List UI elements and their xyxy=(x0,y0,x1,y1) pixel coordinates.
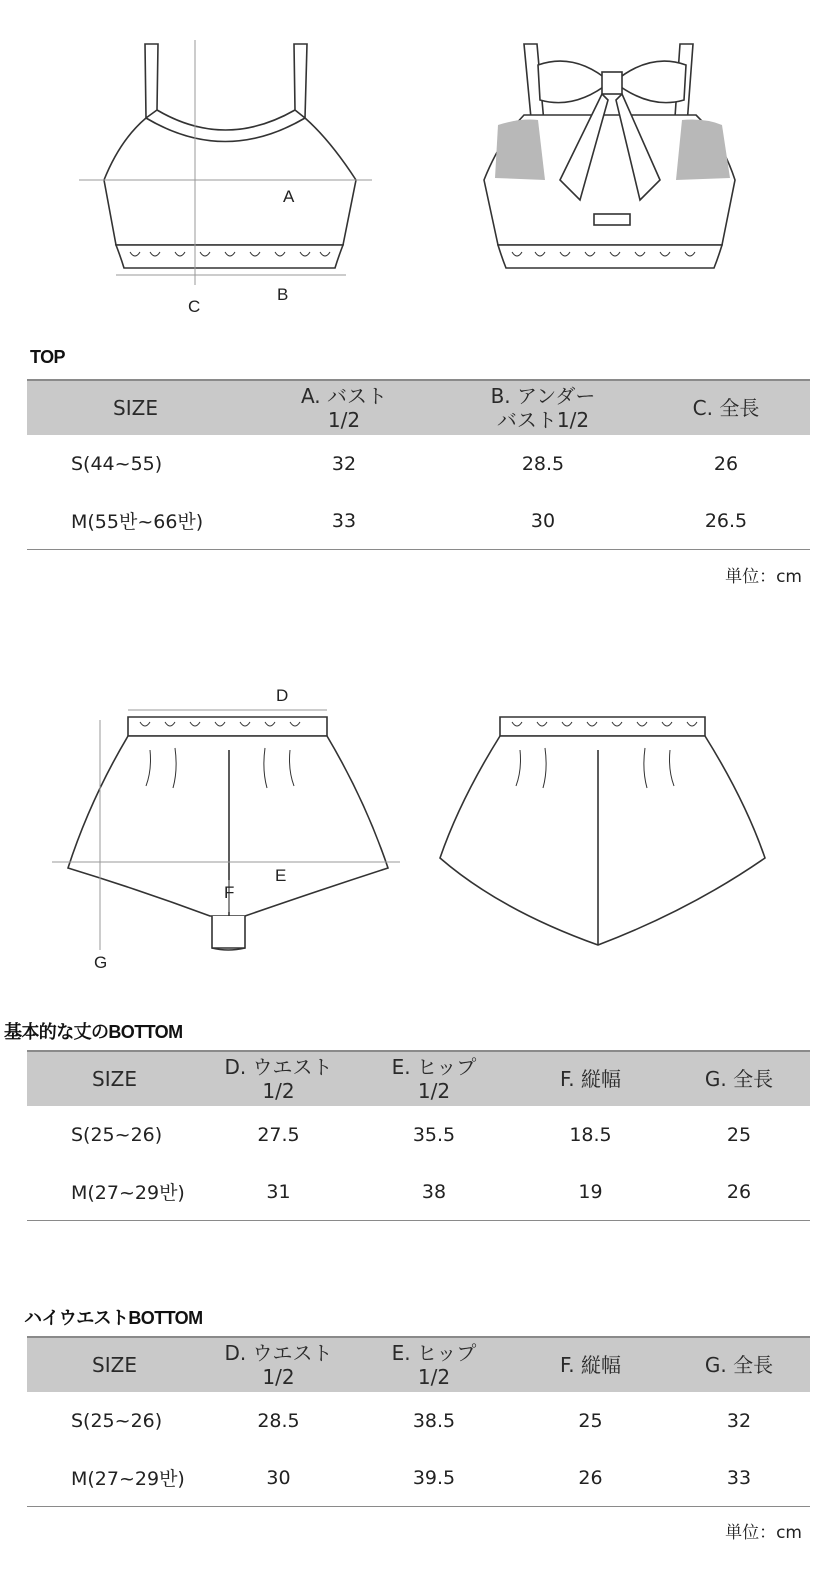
table-header-row xyxy=(27,1051,810,1106)
cell-value: 28.5 xyxy=(257,1409,300,1432)
top-size-table xyxy=(27,379,810,550)
cell-value: 19 xyxy=(513,1163,668,1221)
cell-value: 32 xyxy=(331,452,357,475)
table-row xyxy=(27,492,810,550)
header-hip: E. ヒップ 1/2 xyxy=(391,1055,477,1103)
table-row xyxy=(27,1449,810,1507)
header-waist: D. ウエスト 1/2 xyxy=(224,1055,333,1103)
cell-value: 35.5 xyxy=(412,1123,456,1146)
cell-value: 30 xyxy=(202,1449,355,1507)
table-row xyxy=(27,1392,810,1449)
highwaist-bottom-size-table xyxy=(27,1336,810,1507)
table-row xyxy=(27,435,810,492)
cell-value: 38.5 xyxy=(412,1409,456,1432)
table-row xyxy=(27,1106,810,1163)
header-rise: F. 縦幅 xyxy=(559,1353,621,1377)
cell-value: 32 xyxy=(726,1409,752,1432)
bottom-illustration xyxy=(0,680,840,980)
header-waist: D. ウエスト 1/2 xyxy=(224,1341,333,1389)
measure-label-c: C xyxy=(188,297,201,316)
measure-label-e: E xyxy=(275,866,287,885)
cell-value: 26.5 xyxy=(642,492,810,550)
cell-value: 26 xyxy=(513,1449,668,1507)
top-section-title: TOP xyxy=(30,347,65,367)
cell-value: 27.5 xyxy=(257,1123,300,1146)
header-rise: F. 縦幅 xyxy=(559,1067,621,1091)
header-total-length: C. 全長 xyxy=(692,396,760,420)
header-total-length: G. 全長 xyxy=(704,1067,774,1091)
cell-size: S(25~26) xyxy=(71,1123,163,1146)
measure-label-b: B xyxy=(277,285,289,304)
table-row xyxy=(27,1163,810,1221)
measure-label-f: F xyxy=(224,883,235,902)
header-size: SIZE xyxy=(92,1067,137,1091)
cell-size: M(55반~66반) xyxy=(27,492,244,550)
basic-bottom-title: 基本的な丈のBOTTOM xyxy=(4,1022,183,1042)
cell-value: 38 xyxy=(355,1163,513,1221)
cell-value: 18.5 xyxy=(569,1123,612,1146)
cell-value: 25 xyxy=(578,1409,603,1432)
cell-size: M(27~29반) xyxy=(27,1449,202,1507)
highwaist-bottom-title: ハイウエストBOTTOM xyxy=(24,1308,203,1328)
cell-value: 26 xyxy=(668,1163,810,1221)
cell-size: S(25~26) xyxy=(71,1409,163,1432)
header-under-bust: B. アンダー バスト1/2 xyxy=(490,384,596,432)
measure-label-a: A xyxy=(283,187,295,206)
header-size: SIZE xyxy=(92,1353,137,1377)
cell-size: M(27~29반) xyxy=(27,1163,202,1221)
cell-value: 26 xyxy=(713,452,739,475)
table-header-row xyxy=(27,1337,810,1392)
header-size: SIZE xyxy=(113,396,158,420)
cell-size: S(44~55) xyxy=(71,452,163,475)
header-bust: A. バスト 1/2 xyxy=(300,384,388,432)
cell-value: 25 xyxy=(726,1123,752,1146)
cell-value: 33 xyxy=(244,492,444,550)
measure-label-d: D xyxy=(276,686,289,705)
cell-value: 33 xyxy=(668,1449,810,1507)
header-total-length: G. 全長 xyxy=(704,1353,774,1377)
bottom-unit-note: 単位：cm xyxy=(725,1523,802,1543)
top-unit-note: 単位：cm xyxy=(725,567,802,587)
header-hip: E. ヒップ 1/2 xyxy=(391,1341,477,1389)
cell-value: 28.5 xyxy=(521,452,565,475)
table-header-row xyxy=(27,380,810,435)
basic-bottom-size-table xyxy=(27,1050,810,1221)
cell-value: 30 xyxy=(444,492,642,550)
cell-value: 39.5 xyxy=(355,1449,513,1507)
cell-value: 31 xyxy=(202,1163,355,1221)
measure-label-g: G xyxy=(94,953,108,972)
top-front-illustration xyxy=(0,0,840,330)
